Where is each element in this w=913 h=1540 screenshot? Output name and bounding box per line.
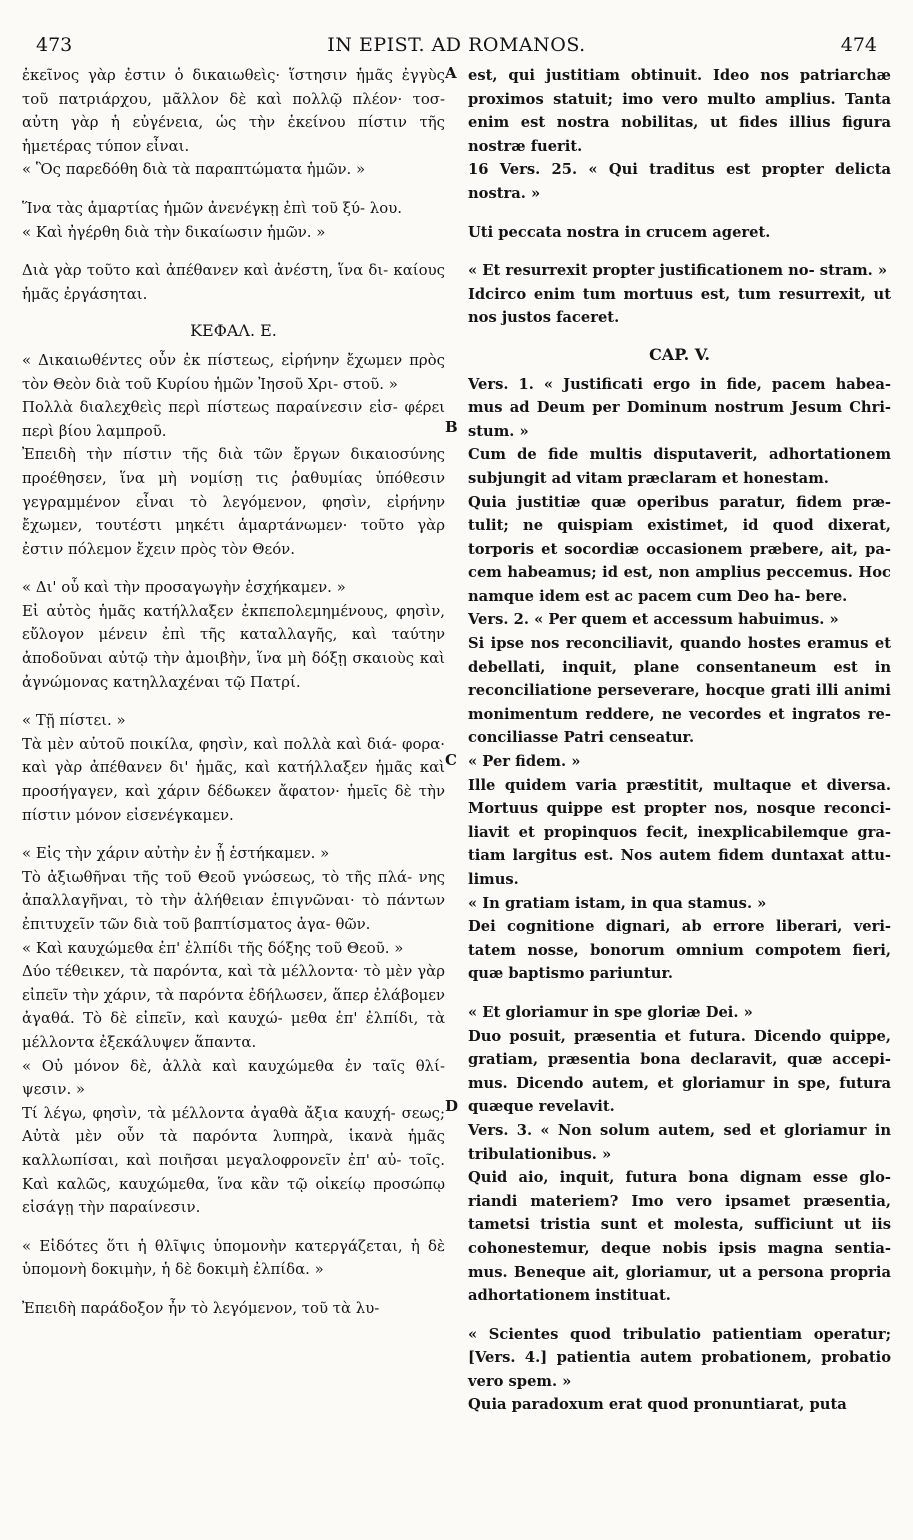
greek-paragraph: Εἰ αὐτὸς ἡμᾶς κατήλλαξεν ἐκπεπολεμημένους, φησὶν, εὔλογον μένειν ἐπὶ τῆς καταλλαγῆς, καὶ ταύτην ἀποδοῦναι αὐτῷ τὴν ἀμοιβὴν, ἵνα μὴ δόξῃ σκαιοὺς καὶ ἀγνώμονας κατηλλαχέναι τῷ Πατρί. (22, 601, 445, 691)
greek-paragraph: « Δι' οὗ καὶ τὴν προσαγωγὴν ἐσχήκαμεν. » (22, 578, 346, 597)
greek-paragraph: « Ὃς παρεδόθη διὰ τὰ παραπτώματα ἡμῶν. » (22, 160, 366, 179)
latin-paragraph: Vers. 2. « Per quem et accessum habuimus. » (468, 611, 839, 629)
greek-chapter-heading: ΚΕΦΑΛ. Ε. (190, 321, 277, 341)
latin-paragraph: « Et resurrexit propter justificationem no- stram. » (468, 262, 888, 280)
greek-paragraph: « Οὐ μόνον δὲ, ἀλλὰ καὶ καυχώμεθα ἐν ταῖς θλί- ψεσιν. » (22, 1056, 445, 1099)
latin-paragraph: « In gratiam istam, in qua stamus. » (468, 894, 767, 912)
greek-paragraph: Τὰ μὲν αὐτοῦ ποικίλα, φησὶν, καὶ πολλὰ καὶ διά- φορα· καὶ γὰρ ἀπέθανεν δι' ἡμᾶς, καὶ κατήλλαξεν ἡμᾶς καὶ προσήγαγεν, καὶ χάριν δέδωκεν ἄφατον· ἡμεῖς δὲ τὴν πίστιν μόνον εἰσενέγκαμεν. (22, 734, 445, 824)
latin-paragraph: Vers. 3. « Non solum autem, sed et gloriamur in tribulationibus. » (468, 1121, 891, 1163)
greek-paragraph: « Εἰς τὴν χάριν αὐτὴν ἐν ᾗ ἑστήκαμεν. » (22, 844, 330, 863)
latin-paragraph: Quia paradoxum erat quod pronuntiarat, puta (468, 1396, 847, 1414)
greek-paragraph: ἐκεῖνος γὰρ ἐστιν ὁ δικαιωθεὶς· ἵστησιν ἡμᾶς ἐγγὺς τοῦ πατριάρχου, μᾶλλον δὲ καὶ πολλῷ πλέον· τοσ- αὐτη γὰρ ἡ εὐγένεια, ὡς τὴν ἐκείνου πίστιν τῆς ἡμετέρας τύπον εἶναι. (22, 66, 445, 155)
latin-paragraph: est, qui justitiam obtinuit. Ideo nos patriarchæ proximos statuit; imo vero multo amplius. Tanta enim est nostra nobilitas, ut fides illius figura nostræ fuerit. (468, 67, 891, 155)
greek-column (22, 64, 445, 1321)
latin-paragraph: 16 Vers. 25. « Qui traditus est propter delicta nostra. » (468, 161, 891, 202)
latin-paragraph: Ille quidem varia præstitit, multaque et diversa. Mortuus quippe est propter nos, nosque reconci- liavit et propinquos fecit, inexplicabilemque gra- tiam largitus est. Nos autem fidem duntaxat attu- limus. (468, 776, 891, 888)
latin-column (468, 64, 891, 1417)
margin-marker-d: D (445, 1097, 459, 1115)
latin-paragraph: Vers. 1. « Justificati ergo in fide, pacem habea- mus ad Deum per Dominum nostrum Jesum Chri- stum. » (468, 375, 891, 440)
latin-paragraph: Dei cognitione dignari, ab errore liberari, veri- tatem nosse, bonorum omnium compotem fieri, quæ baptismo pariuntur. (468, 918, 891, 983)
latin-paragraph: Si ipse nos reconciliavit, quando hostes eramus et debellati, inquit, plane consentaneum est in reconciliatione perseverare, hocque grati illi animi monimentum reddere, ne vecordes et ingratos re- conciliasse Patri censeatur. (468, 635, 891, 747)
greek-paragraph: « Δικαιωθέντες οὖν ἐκ πίστεως, εἰρήνην ἔχωμεν πρὸς τὸν Θεὸν διὰ τοῦ Κυρίου ἡμῶν Ἰησοῦ Χρι- στοῦ. » (22, 350, 445, 393)
latin-chapter-heading: CAP. V. (649, 344, 710, 364)
greek-paragraph: Ἵνα τὰς ἁμαρτίας ἡμῶν ἀνενέγκῃ ἐπὶ τοῦ ξύ- λου. (22, 198, 402, 217)
greek-paragraph: « Καὶ ἠγέρθη διὰ τὴν δικαίωσιν ἡμῶν. » (22, 222, 326, 241)
left-page-number: 473 (36, 34, 73, 56)
latin-paragraph: Quia justitiæ quæ operibus paratur, fidem præ- tulit; ne quispiam existimet, id quod dixerat, torporis et socordiæ occasionem præbere, ait, pa- cem habeamus; id est, non amplius peccemus. Hoc namque idem est ac pacem cum Deo ha- bere. (468, 493, 891, 605)
greek-paragraph: Τί λέγω, φησὶν, τὰ μέλλοντα ἀγαθὰ ἄξια καυχή- σεως; Αὐτὰ μὲν οὖν τὰ παρόντα λυπηρὰ, ἱκανὰ ἡμᾶς καλλωπίσαι, καὶ ποιῆσαι μεγαλοφρονεῖν ἐπ' αὐ- τοῖς. Καὶ καλῶς, καυχώμεθα, ἵνα κἂν τῷ οἰκείῳ προσώπῳ εἰσάγῃ τὴν παραίνεσιν. (22, 1103, 445, 1217)
greek-paragraph: Ἐπειδὴ παράδοξον ἦν τὸ λεγόμενον, τοῦ τὰ λυ- (22, 1298, 380, 1317)
margin-marker-b: B (445, 418, 458, 436)
latin-paragraph: « Et gloriamur in spe gloriæ Dei. » (468, 1003, 753, 1021)
greek-paragraph: « Καὶ καυχώμεθα ἐπ' ἐλπίδι τῆς δόξης τοῦ Θεοῦ. » (22, 938, 404, 957)
latin-paragraph: Uti peccata nostra in crucem ageret. (468, 223, 771, 241)
latin-paragraph: Quid aio, inquit, futura bona dignam esse glo- riandi materiem? Imo vero ipsamet præsentia, tametsi tristia sunt et molesta, sufficiunt ut iis cohonestemur, deque nobis ipsis magna sentia- mus. Beneque ait, gloriamur, ut a persona propria adhortationem instituat. (468, 1169, 891, 1305)
latin-paragraph: Duo posuit, præsentia et futura. Dicendo quippe, gratiam, præsentia bona declaravit, quæ accepi- mus. Dicendo autem, et gloriamur in spe, futura quæque revelavit. (468, 1027, 891, 1116)
greek-paragraph: Διὰ γὰρ τοῦτο καὶ ἀπέθανεν καὶ ἀνέστη, ἵνα δι- καίους ἡμᾶς ἐργάσηται. (22, 261, 445, 303)
right-page-number: 474 (840, 34, 877, 56)
latin-paragraph: « Per fidem. » (468, 753, 581, 771)
greek-paragraph: « Τῇ πίστει. » (22, 711, 126, 730)
greek-paragraph: Τὸ ἀξιωθῆναι τῆς τοῦ Θεοῦ γνώσεως, τὸ τῆς πλά- νης ἀπαλλαγῆναι, τὸ τὴν ἀλήθειαν ἐπιγνῶναι· τὸ πάντων ἐπιτυχεῖν τῶν διὰ τοῦ βαπτίσματος ἀγα- θῶν. (22, 867, 445, 933)
latin-paragraph: Idcirco enim tum mortuus est, tum resurrexit, ut nos justos faceret. (468, 285, 891, 327)
latin-paragraph: Cum de fide multis disputaverit, adhortationem subjungit ad vitam præclaram et honestam. (468, 446, 891, 487)
running-title: IN EPIST. AD ROMANOS. (327, 34, 586, 56)
margin-marker-c: C (445, 751, 457, 769)
greek-paragraph: Ἐπειδὴ τὴν πίστιν τῆς διὰ τῶν ἔργων δικαιοσύνης προέθησεν, ἵνα μὴ νομίσῃ τις ῥαθυμίας ὑπόθεσιν γεγραμμένον εἶναι τὸ λεγόμενον, φησὶν, εἰρήνην ἔχωμεν, τουτέστι μηκέτι ἁμαρτάνωμεν· τοῦτο γὰρ ἐστιν πόλεμον ἔχειν πρὸς τὸν Θεόν. (22, 445, 445, 558)
latin-paragraph: « Scientes quod tribulatio patientiam operatur; [Vers. 4.] patientia autem probationem, probatio vero spem. » (468, 1325, 891, 1390)
greek-paragraph: Δύο τέθεικεν, τὰ παρόντα, καὶ τὰ μέλλοντα· τὸ μὲν γὰρ εἰπεῖν τὴν χάριν, τὰ παρόντα ἐδήλωσεν, ἅπερ ἐλάβομεν ἀγαθά. Τὸ δὲ εἰπεῖν, καὶ καυχώ- μεθα ἐπ' ἐλπίδι, τὰ μέλλοντα ἐξεκάλυψεν ἅπαντα. (22, 962, 445, 1051)
margin-marker-a: A (445, 64, 457, 82)
greek-paragraph: « Εἰδότες ὅτι ἡ θλῖψις ὑπομονὴν κατεργάζεται, ἡ δὲ ὑπομονὴ δοκιμὴν, ἡ δὲ δοκιμὴ ἐλπίδα. » (22, 1236, 445, 1279)
greek-paragraph: Πολλὰ διαλεχθεὶς περὶ πίστεως παραίνεσιν εἰσ- φέρει περὶ βίου λαμπροῦ. (22, 398, 445, 440)
